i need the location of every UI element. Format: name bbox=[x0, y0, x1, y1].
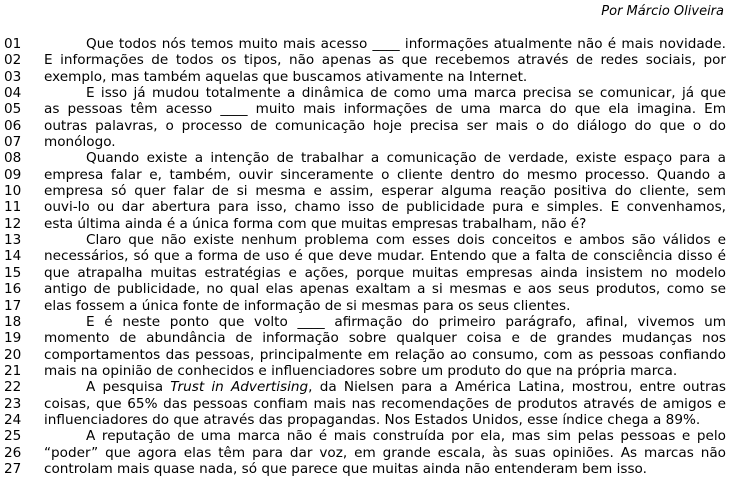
line-number: 07 bbox=[4, 134, 22, 151]
line-number: 19 bbox=[4, 330, 22, 347]
line-text: influenciadores do que através das propagandas. Nos Estados Unidos, esse índice chega a 89%. bbox=[44, 411, 701, 428]
text-line bbox=[0, 85, 734, 101]
text-line bbox=[0, 314, 734, 330]
line-text: E informações de todos os tipos, não apenas as que recebemos através de redes sociais, por bbox=[44, 52, 726, 69]
line-text: as pessoas têm acesso ____ muito mais informações de uma marca do que ela imagina. Em bbox=[44, 101, 726, 118]
line-text: monólogo. bbox=[44, 134, 116, 151]
line-text: E isso já mudou totalmente a dinâmica de como uma marca precisa se comunicar, já que bbox=[86, 85, 726, 102]
text-line bbox=[0, 36, 734, 52]
line-text: que atrapalha muitas estratégias e ações, porque muitas empresas ainda insistem no modelo bbox=[44, 264, 726, 281]
line-number: 15 bbox=[4, 264, 22, 281]
line-text: coisas, que 65% das pessoas confiam mais nas recomendações de produtos através de amigos e bbox=[44, 395, 726, 412]
line-text: exemplo, mas também aquelas que buscamos ativamente na Internet. bbox=[44, 68, 528, 85]
line-text: elas fossem a única fonte de informação de si mesmas para os seus clientes. bbox=[44, 297, 571, 314]
line-number: 25 bbox=[4, 428, 22, 445]
line-number: 05 bbox=[4, 101, 22, 118]
text-line bbox=[0, 412, 734, 428]
text-line bbox=[0, 363, 734, 379]
line-text bbox=[44, 379, 726, 395]
line-text: Claro que não existe nenhum problema com esses dois conceitos e ambos são válidos e bbox=[86, 232, 726, 249]
line-number: 06 bbox=[4, 117, 22, 134]
line-number: 10 bbox=[4, 183, 22, 200]
line-text: necessários, só que a forma de uso é que deve mudar. Entendo que a falta de consciência disso é bbox=[44, 248, 726, 265]
line-text: “poder” que agora elas têm para dar voz, em grande escala, às suas opiniões. As marcas não bbox=[44, 444, 726, 461]
line-text: E é neste ponto que volto ____ afirmação do primeiro parágrafo, afinal, vivemos um bbox=[86, 313, 726, 330]
line-number: 27 bbox=[4, 460, 22, 477]
text-line bbox=[0, 52, 734, 68]
line-number: 16 bbox=[4, 281, 22, 298]
line-number: 14 bbox=[4, 248, 22, 265]
text-line bbox=[0, 428, 734, 444]
line-text: A reputação de uma marca não é mais construída por ela, mas sim pelas pessoas e pelo bbox=[86, 428, 726, 445]
line-number: 23 bbox=[4, 395, 22, 412]
text-line bbox=[0, 281, 734, 297]
text-line bbox=[0, 118, 734, 134]
text-body bbox=[0, 36, 734, 477]
line-text: mais na opinião de conhecidos e influenciadores sobre um produto do que na própria marca. bbox=[44, 362, 678, 379]
line-text: esta última ainda é a única forma com que muitas empresas trabalham, não é? bbox=[44, 215, 587, 232]
text-line bbox=[0, 347, 734, 363]
line-number: 01 bbox=[4, 36, 22, 52]
text-line bbox=[0, 150, 734, 166]
line-number: 18 bbox=[4, 313, 22, 330]
line-number: 20 bbox=[4, 346, 22, 363]
line-number: 12 bbox=[4, 215, 22, 232]
line-number: 13 bbox=[4, 232, 22, 249]
line-text-segment: , da Nielsen para a América Latina, mostrou, entre outras bbox=[308, 379, 726, 396]
text-line bbox=[0, 396, 734, 412]
line-text: Que todos nós temos muito mais acesso ____ informações atualmente não é mais novidade. bbox=[86, 36, 726, 52]
line-text: outras palavras, o processo de comunicação hoje precisa ser mais o do diálogo do que o do bbox=[44, 117, 726, 134]
line-text: ouvi-lo ou dar abertura para isso, chamo isso de publicidade pura e simples. E convenhamos, bbox=[44, 199, 726, 216]
line-text: Quando existe a intenção de trabalhar a comunicação de verdade, existe espaço para a bbox=[86, 150, 726, 167]
line-number: 22 bbox=[4, 379, 22, 396]
text-line bbox=[0, 199, 734, 215]
line-number: 26 bbox=[4, 444, 22, 461]
line-number: 04 bbox=[4, 85, 22, 102]
line-number: 11 bbox=[4, 199, 22, 216]
line-number: 24 bbox=[4, 411, 22, 428]
line-number: 03 bbox=[4, 68, 22, 85]
text-line bbox=[0, 330, 734, 346]
text-line bbox=[0, 69, 734, 85]
text-line bbox=[0, 379, 734, 395]
line-number: 21 bbox=[4, 362, 22, 379]
text-line bbox=[0, 461, 734, 477]
line-text: comportamentos das pessoas, principalmente em relação ao consumo, com as pessoas confiando bbox=[44, 346, 726, 363]
author-byline: Por Márcio Oliveira bbox=[601, 4, 724, 19]
text-line bbox=[0, 101, 734, 117]
line-text: momento de abundância de informação sobre qualquer coisa e de grandes mudanças nos bbox=[44, 330, 726, 347]
text-line bbox=[0, 134, 734, 150]
line-number: 17 bbox=[4, 297, 22, 314]
line-number: 08 bbox=[4, 150, 22, 167]
line-text-segment: A pesquisa bbox=[86, 379, 171, 396]
line-number: 02 bbox=[4, 52, 22, 69]
line-text: controlam mais quase nada, só que parece que muitas ainda não entenderam bem isso. bbox=[44, 460, 647, 477]
line-text: empresa falar e, também, ouvir sinceramente o cliente dentro do mesmo processo. Quando a bbox=[44, 166, 726, 183]
line-text: antigo de publicidade, no qual elas apenas exaltam a si mesmas e aos seus produtos, como se bbox=[44, 281, 726, 298]
italic-title: Trust in Advertising bbox=[170, 379, 309, 396]
text-line bbox=[0, 265, 734, 281]
text-line bbox=[0, 216, 734, 232]
text-line bbox=[0, 445, 734, 461]
line-text: empresa só quer falar de si mesma e assim, esperar alguma reação positiva do cliente, sem bbox=[44, 183, 726, 200]
text-line bbox=[0, 248, 734, 264]
line-number: 09 bbox=[4, 166, 22, 183]
text-line bbox=[0, 298, 734, 314]
text-line bbox=[0, 167, 734, 183]
text-line bbox=[0, 232, 734, 248]
text-line bbox=[0, 183, 734, 199]
